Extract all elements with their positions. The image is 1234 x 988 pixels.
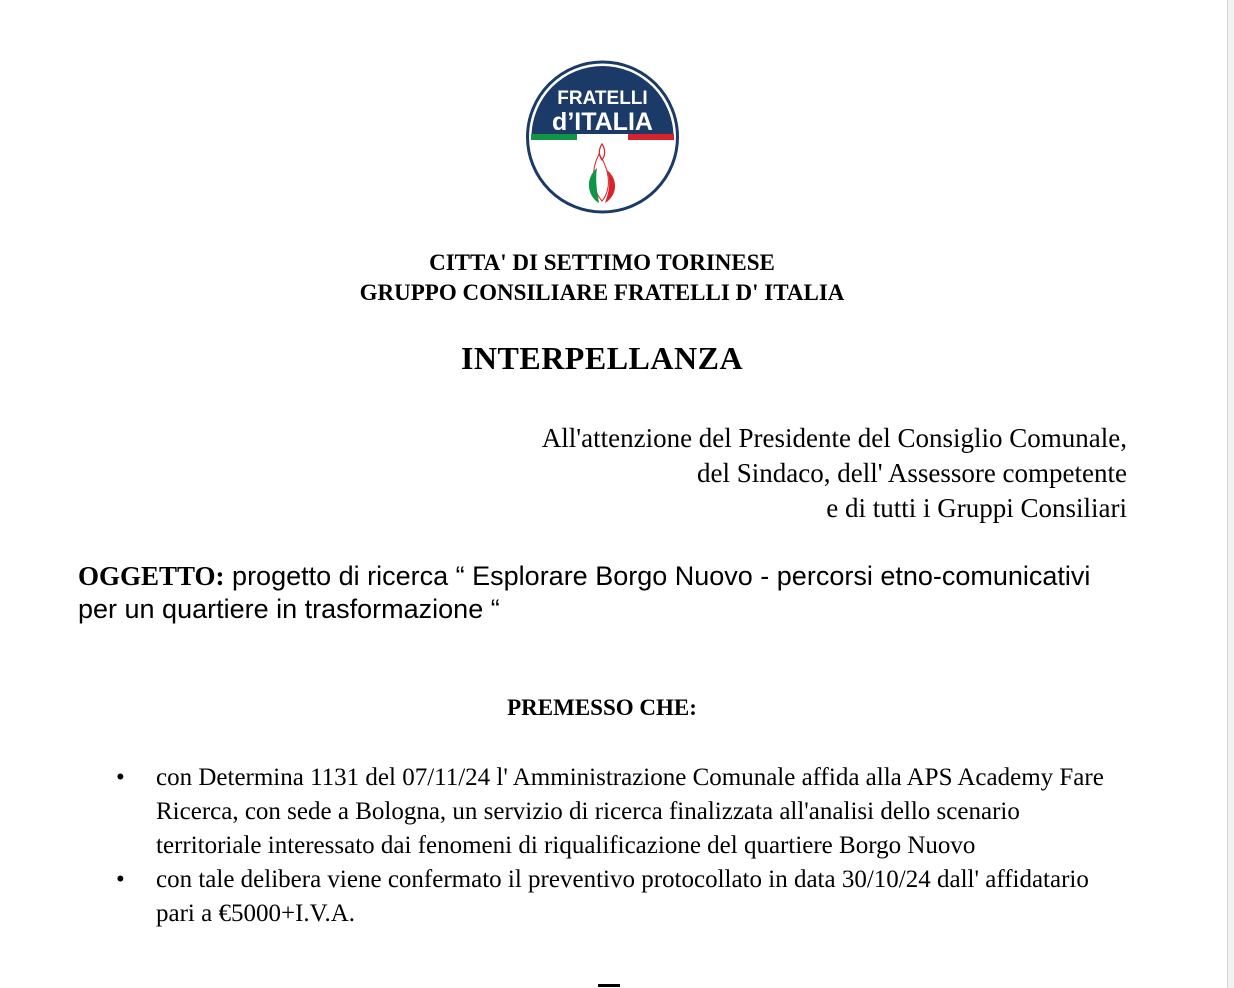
logo-text-fratelli: FRATELLI (557, 88, 648, 109)
list-item-text: con Determina 1131 del 07/11/24 l' Amministrazione Comunale affida alla APS Academy Fare Ricerca, con sede a Bologna, un servizio di ricerca finalizzata all'analisi dello scenario territoriale interessato dai fenomeni di riqualificazione del quartiere Borgo Nuovo (156, 764, 1104, 859)
list-item-text: con tale delibera viene confermato il preventivo protocollato in data 30/10/24 dall' affidatario pari a €5000+I.V.A. (156, 866, 1089, 927)
premesso-heading: PREMESSO CHE: (507, 695, 697, 720)
list-item (116, 761, 1116, 863)
bullet-icon: • (116, 866, 125, 893)
header-group: GRUPPO CONSILIARE FRATELLI D' ITALIA (359, 280, 845, 305)
scrollbar-edge[interactable] (1227, 0, 1234, 988)
fratelli-ditalia-logo (525, 58, 680, 216)
text-cursor (598, 984, 620, 987)
addressee-line-2: del Sindaco, dell' Assessore competente (696, 458, 1127, 488)
addressee-line-1: All'attenzione del Presidente del Consiglio Comunale, (541, 423, 1127, 453)
premesso-list (116, 761, 1116, 931)
subject-label: OGGETTO: (78, 561, 225, 591)
logo-text-ditalia: d’ITALIA (552, 108, 653, 136)
bullet-icon: • (116, 764, 125, 791)
header-city: CITTA' DI SETTIMO TORINESE (429, 250, 775, 275)
list-item (116, 863, 1116, 931)
addressee-line-3: e di tutti i Gruppi Consiliari (826, 493, 1127, 523)
subject-text: progetto di ricerca “ Esplorare Borgo Nuovo - percorsi etno-comunicativi per un quartiere in trasformazione “ (78, 561, 1091, 624)
document-title: INTERPELLANZA (460, 340, 744, 376)
subject-paragraph (78, 560, 1108, 626)
addressee-block (542, 421, 1127, 526)
